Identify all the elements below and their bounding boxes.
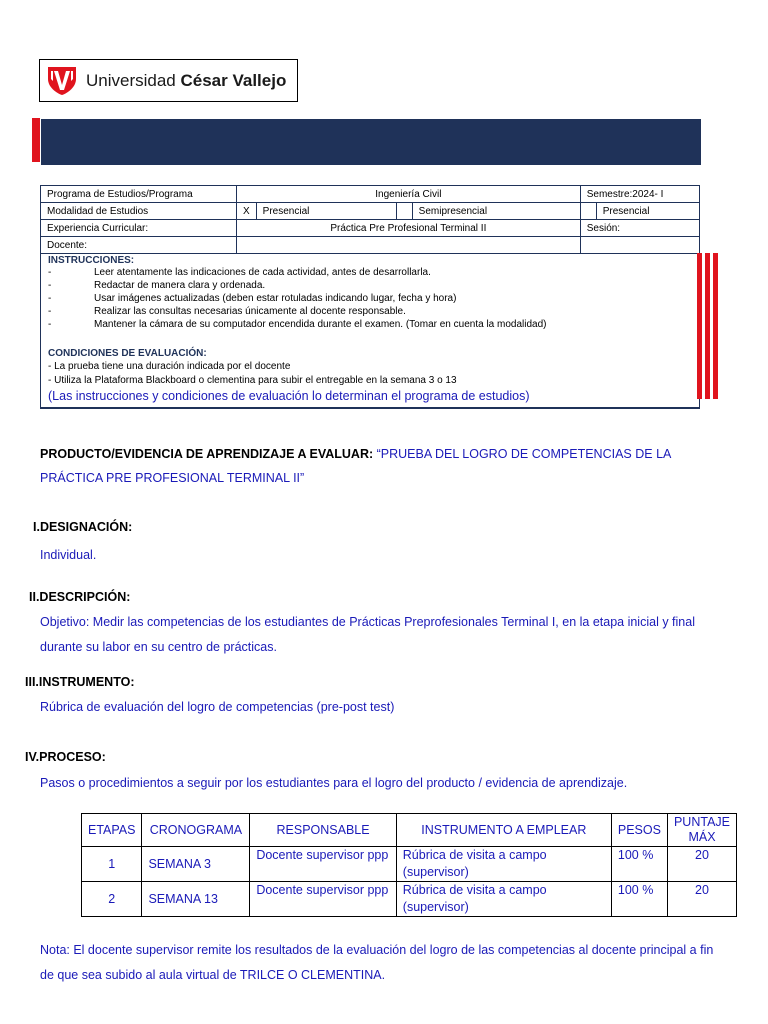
instruction-item: - Mantener la cámara de su computador encendida durante el examen. (Tomar en cuenta la modalidad) <box>48 319 547 330</box>
docente-value <box>237 237 581 254</box>
ucv-shield-icon <box>46 65 78 97</box>
option-blank-2 <box>580 203 596 220</box>
semestre: Semestre:2024- I <box>580 186 699 203</box>
process-table <box>81 813 737 917</box>
condition-item: - La prueba tiene una duración indicada por el docente <box>48 361 291 372</box>
instructions-box <box>40 253 700 409</box>
cell-cronograma: SEMANA 13 <box>142 882 250 917</box>
proceso-title: IV.PROCESO: <box>25 750 106 764</box>
docente-label: Docente: <box>41 237 237 254</box>
final-note: Nota: El docente supervisor remite los resultados de la evaluación del logro de las competencias al docente principal a fin de que sea subido al aula virtual de TRILCE O CLEMENTINA. <box>40 943 714 982</box>
product-evidence <box>40 442 730 490</box>
option-presencial-2: Presencial <box>596 203 699 220</box>
table-header-row <box>82 814 737 847</box>
cell-puntaje: 20 <box>667 847 736 882</box>
header-responsable: RESPONSABLE <box>250 814 396 847</box>
cell-responsable: Docente supervisor ppp <box>250 847 396 882</box>
instruction-item: - Redactar de manera clara y ordenada. <box>48 280 266 291</box>
cell-etapa: 2 <box>82 882 142 917</box>
product-label: PRODUCTO/EVIDENCIA DE APRENDIZAJE A EVALUAR: <box>40 447 377 461</box>
docente-extra <box>580 237 699 254</box>
cell-cronograma: SEMANA 3 <box>142 847 250 882</box>
descripcion-title: II.DESCRIPCIÓN: <box>29 590 131 604</box>
option-presencial: Presencial <box>256 203 396 220</box>
header-puntaje: PUNTAJE MÁX <box>667 814 736 847</box>
red-accent-bar <box>32 118 40 162</box>
experiencia-value: Práctica Pre Profesional Terminal II <box>237 220 581 237</box>
experiencia-label: Experiencia Curricular: <box>41 220 237 237</box>
cell-instrumento: Rúbrica de visita a campo (supervisor) <box>396 882 611 917</box>
conditions-title: CONDICIONES DE EVALUACIÓN: <box>48 348 207 359</box>
table-row <box>82 847 737 882</box>
descripcion-text: Objetivo: Medir las competencias de los estudiantes de Prácticas Preprofesionales Terminal I, en la etapa inicial y final durante su labor en su centro de prácticas. <box>40 615 695 654</box>
cell-instrumento: Rúbrica de visita a campo (supervisor) <box>396 847 611 882</box>
sesion-label: Sesión: <box>580 220 699 237</box>
header-etapas: ETAPAS <box>82 814 142 847</box>
instrumento-title: III.INSTRUMENTO: <box>25 675 135 689</box>
modalidad-label: Modalidad de Estudios <box>41 203 237 220</box>
cell-pesos: 100 % <box>611 882 667 917</box>
info-table <box>40 185 700 254</box>
programa-label: Programa de Estudios/Programa <box>41 186 237 203</box>
header-cronograma: CRONOGRAMA <box>142 814 250 847</box>
modalidad-mark: X <box>237 203 257 220</box>
option-semipresencial: Semipresencial <box>412 203 580 220</box>
proceso-text: Pasos o procedimientos a seguir por los estudiantes para el logro del producto / evidencia de aprendizaje. <box>40 776 628 790</box>
designacion-title: I.DESIGNACIÓN: <box>33 520 133 534</box>
programa-value: Ingeniería Civil <box>237 186 581 203</box>
cell-pesos: 100 % <box>611 847 667 882</box>
table-row <box>82 882 737 917</box>
header-pesos: PESOS <box>611 814 667 847</box>
logo-text: Universidad César Vallejo <box>86 70 287 90</box>
instruction-item: - Realizar las consultas necesarias únicamente al docente responsable. <box>48 306 406 317</box>
instructions-note: (Las instrucciones y condiciones de evaluación lo determinan el programa de estudios) <box>48 389 530 403</box>
university-logo <box>39 59 298 102</box>
instrumento-text: Rúbrica de evaluación del logro de competencias (pre-post test) <box>40 700 395 714</box>
red-stripes-decoration <box>697 253 721 399</box>
cell-responsable: Docente supervisor ppp <box>250 882 396 917</box>
cell-puntaje: 20 <box>667 882 736 917</box>
designacion-text: Individual. <box>40 548 97 562</box>
instruction-item: - Leer atentamente las indicaciones de cada actividad, antes de desarrollarla. <box>48 267 431 278</box>
product-value: “PRUEBA DEL LOGRO DE COMPETENCIAS DE LA PRÁCTICA PRE PROFESIONAL TERMINAL II” <box>40 447 671 485</box>
header-instrumento: INSTRUMENTO A EMPLEAR <box>396 814 611 847</box>
cell-etapa: 1 <box>82 847 142 882</box>
header-band <box>41 119 701 165</box>
option-blank-1 <box>396 203 412 220</box>
instruction-item: - Usar imágenes actualizadas (deben estar rotuladas indicando lugar, fecha y hora) <box>48 293 457 304</box>
condition-item: - Utiliza la Plataforma Blackboard o clementina para subir el entregable en la semana 3 o 13 <box>48 375 457 386</box>
instructions-title: INSTRUCCIONES: <box>48 255 135 266</box>
